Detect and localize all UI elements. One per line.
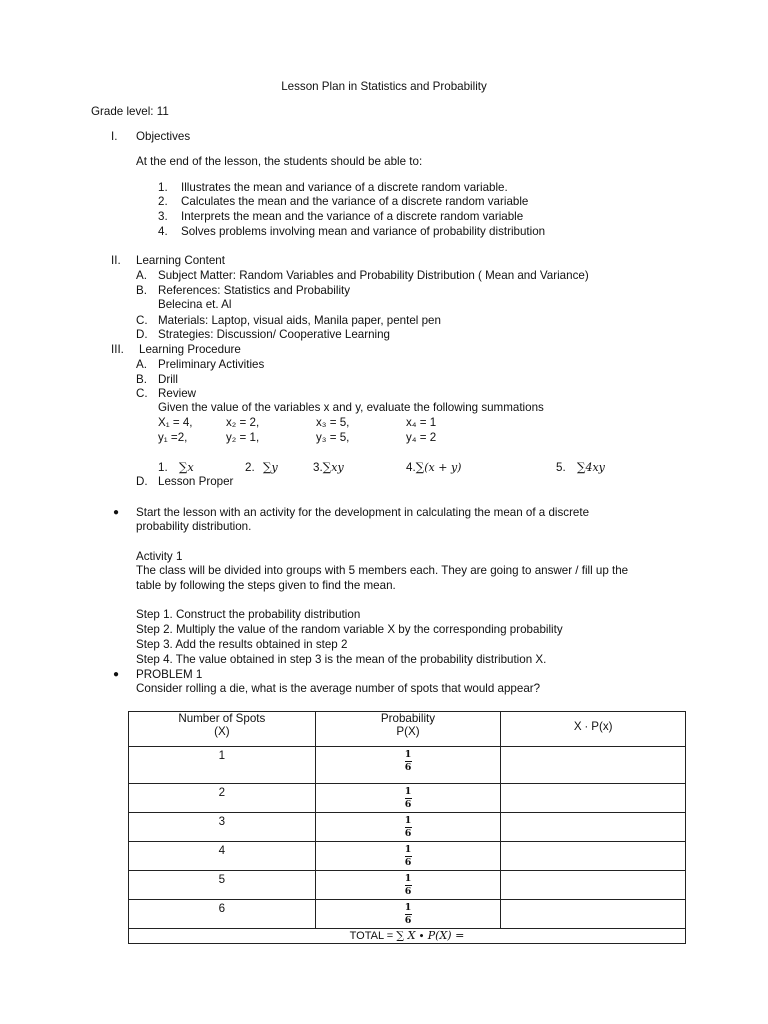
activity-step: Step 1. Construct the probability distribution <box>136 608 361 621</box>
spots-value: 4 <box>218 844 226 857</box>
table-row <box>129 784 686 813</box>
review-instructions: Given the value of the variables x and y, evaluate the following summations <box>158 401 544 414</box>
spots-cell <box>129 900 316 929</box>
objective-item: Calculates the mean and the variance of a discrete random variable <box>181 195 529 208</box>
spots-value: 2 <box>218 786 226 799</box>
probability-cell <box>315 842 501 871</box>
probability-fraction <box>405 787 412 810</box>
table-row <box>129 747 686 784</box>
x-value: x₃ = 5, <box>316 416 350 429</box>
spots-cell <box>129 871 316 900</box>
summation-number: 5. <box>556 461 566 474</box>
activity-step: Step 4. The value obtained in step 3 is the mean of the probability distribution X. <box>136 653 547 666</box>
sigma-symbol: ∑ <box>322 460 332 474</box>
product-cell[interactable] <box>501 871 686 900</box>
numerator: 1 <box>404 902 412 913</box>
total-expression: ∑ X ∙ P(X) = <box>396 929 465 942</box>
bullet-icon: ● <box>113 507 120 518</box>
spots-value: 6 <box>218 902 226 915</box>
denominator: 6 <box>404 886 412 897</box>
section-number-procedure: III. <box>111 343 124 356</box>
spots-cell <box>129 842 316 871</box>
sigma-symbol: ∑ <box>415 460 425 474</box>
denominator: 6 <box>404 828 412 839</box>
product-cell[interactable] <box>501 842 686 871</box>
lesson-intro-line: Start the lesson with an activity for the development in calculating the mean of a discrete <box>136 506 590 519</box>
procedure-item: Drill <box>158 373 178 386</box>
content-item: Strategies: Discussion/ Cooperative Learning <box>158 328 390 341</box>
numerator: 1 <box>404 873 412 884</box>
probability-fraction <box>405 816 412 839</box>
objective-item: Solves problems involving mean and variance of probability distribution <box>181 225 546 238</box>
probability-cell <box>315 900 501 929</box>
content-letter: B. <box>136 284 147 297</box>
objective-item: Illustrates the mean and variance of a discrete random variable. <box>181 181 508 194</box>
denominator: 6 <box>404 915 412 926</box>
spots-cell <box>129 784 316 813</box>
sigma-symbol: ∑ <box>178 460 188 474</box>
procedure-letter: A. <box>136 358 147 371</box>
procedure-item: Lesson Proper <box>158 475 234 488</box>
product-cell[interactable] <box>501 813 686 842</box>
header-text: P(X) <box>396 725 420 738</box>
procedure-letter: C. <box>136 387 148 400</box>
document-title: Lesson Plan in Statistics and Probability <box>281 80 487 93</box>
objective-number: 4. <box>158 225 168 238</box>
activity-step: Step 2. Multiply the value of the random variable X by the corresponding probability <box>136 623 563 636</box>
spots-value: 5 <box>218 873 226 886</box>
y-value: y₄ = 2 <box>406 431 437 444</box>
header-number-of-spots <box>129 712 316 747</box>
procedure-letter: B. <box>136 373 147 386</box>
summation-expression: (x + y) <box>424 461 462 474</box>
denominator: 6 <box>404 857 412 868</box>
content-item: References: Statistics and Probability <box>158 284 351 297</box>
section-number-content: II. <box>111 254 121 267</box>
probability-fraction <box>405 874 412 897</box>
summation-expression: xy <box>331 461 344 474</box>
summation-number: 3. <box>313 461 323 474</box>
content-letter: A. <box>136 269 147 282</box>
probability-cell <box>315 747 501 784</box>
content-item: Belecina et. Al <box>158 298 232 311</box>
objective-item: Interprets the mean and the variance of a discrete random variable <box>181 210 524 223</box>
table-row <box>129 813 686 842</box>
y-value: y₂ = 1, <box>226 431 260 444</box>
sigma-symbol: ∑ <box>262 460 272 474</box>
denominator: 6 <box>404 799 412 810</box>
x-value: x₄ = 1 <box>406 416 437 429</box>
section-heading-objectives: Objectives <box>136 130 191 143</box>
summation-item <box>158 460 194 475</box>
content-letter: C. <box>136 314 148 327</box>
product-cell[interactable] <box>501 747 686 784</box>
summation-expression: y <box>271 461 278 474</box>
spots-cell <box>129 747 316 784</box>
content-item: Subject Matter: Random Variables and Probability Distribution ( Mean and Variance) <box>158 269 589 282</box>
activity-title: Activity 1 <box>136 550 183 563</box>
section-heading-content: Learning Content <box>136 254 225 267</box>
header-text: Number of Spots <box>178 712 266 725</box>
probability-cell <box>315 871 501 900</box>
header-text: (X) <box>214 725 230 738</box>
problem-question: Consider rolling a die, what is the average number of spots that would appear? <box>136 682 541 695</box>
numerator: 1 <box>404 844 412 855</box>
summation-number: 2. <box>245 461 255 474</box>
x-value: x₂ = 2, <box>226 416 260 429</box>
denominator: 6 <box>404 762 412 773</box>
header-text: Probability <box>380 712 436 725</box>
probability-cell <box>315 813 501 842</box>
objective-number: 2. <box>158 195 168 208</box>
total-label: TOTAL = <box>349 930 397 942</box>
objectives-intro: At the end of the lesson, the students should be able to: <box>136 155 423 168</box>
numerator: 1 <box>404 786 412 797</box>
y-value: y₁ =2, <box>158 431 188 444</box>
content-letter: D. <box>136 328 148 341</box>
total-cell <box>129 929 686 944</box>
table-row <box>129 871 686 900</box>
probability-table <box>128 711 686 944</box>
problem-title: PROBLEM 1 <box>136 668 203 681</box>
summation-number: 1. <box>158 461 168 474</box>
activity-description: The class will be divided into groups with 5 members each. They are going to answer / fill up the <box>136 564 629 577</box>
procedure-item: Review <box>158 387 197 400</box>
summation-expression: x <box>187 461 194 474</box>
numerator: 1 <box>404 749 412 760</box>
grade-level: Grade level: 11 <box>91 105 169 118</box>
table-row <box>129 842 686 871</box>
summation-item <box>313 460 344 475</box>
procedure-letter: D. <box>136 475 148 488</box>
table-total-row <box>129 929 686 944</box>
section-number-objectives: I. <box>111 130 118 143</box>
procedure-item: Preliminary Activities <box>158 358 265 371</box>
summation-item <box>245 460 278 475</box>
summation-number: 4. <box>406 461 416 474</box>
spots-value: 1 <box>218 749 226 762</box>
activity-description: table by following the steps given to find the mean. <box>136 579 396 592</box>
section-heading-procedure: Learning Procedure <box>139 343 241 356</box>
summation-item <box>556 460 605 475</box>
objective-number: 1. <box>158 181 168 194</box>
probability-fraction <box>405 750 412 773</box>
table-header-row <box>129 712 686 747</box>
numerator: 1 <box>404 815 412 826</box>
table-row <box>129 900 686 929</box>
sigma-symbol: ∑ <box>576 460 586 474</box>
activity-step: Step 3. Add the results obtained in step 2 <box>136 638 348 651</box>
summation-expression: 4xy <box>585 461 605 474</box>
product-cell[interactable] <box>501 900 686 929</box>
bullet-icon: ● <box>113 669 120 680</box>
spots-value: 3 <box>218 815 226 828</box>
summation-item <box>406 460 461 475</box>
header-probability <box>315 712 501 747</box>
probability-fraction <box>405 845 412 868</box>
probability-cell <box>315 784 501 813</box>
content-item: Materials: Laptop, visual aids, Manila paper, pentel pen <box>158 314 441 327</box>
header-product: X ∙ P(x) <box>501 712 686 747</box>
spots-cell <box>129 813 316 842</box>
probability-fraction <box>405 903 412 926</box>
product-cell[interactable] <box>501 784 686 813</box>
objective-number: 3. <box>158 210 168 223</box>
lesson-intro-line: probability distribution. <box>136 520 252 533</box>
y-value: y₃ = 5, <box>316 431 350 444</box>
x-value: X₁ = 4, <box>158 416 193 429</box>
